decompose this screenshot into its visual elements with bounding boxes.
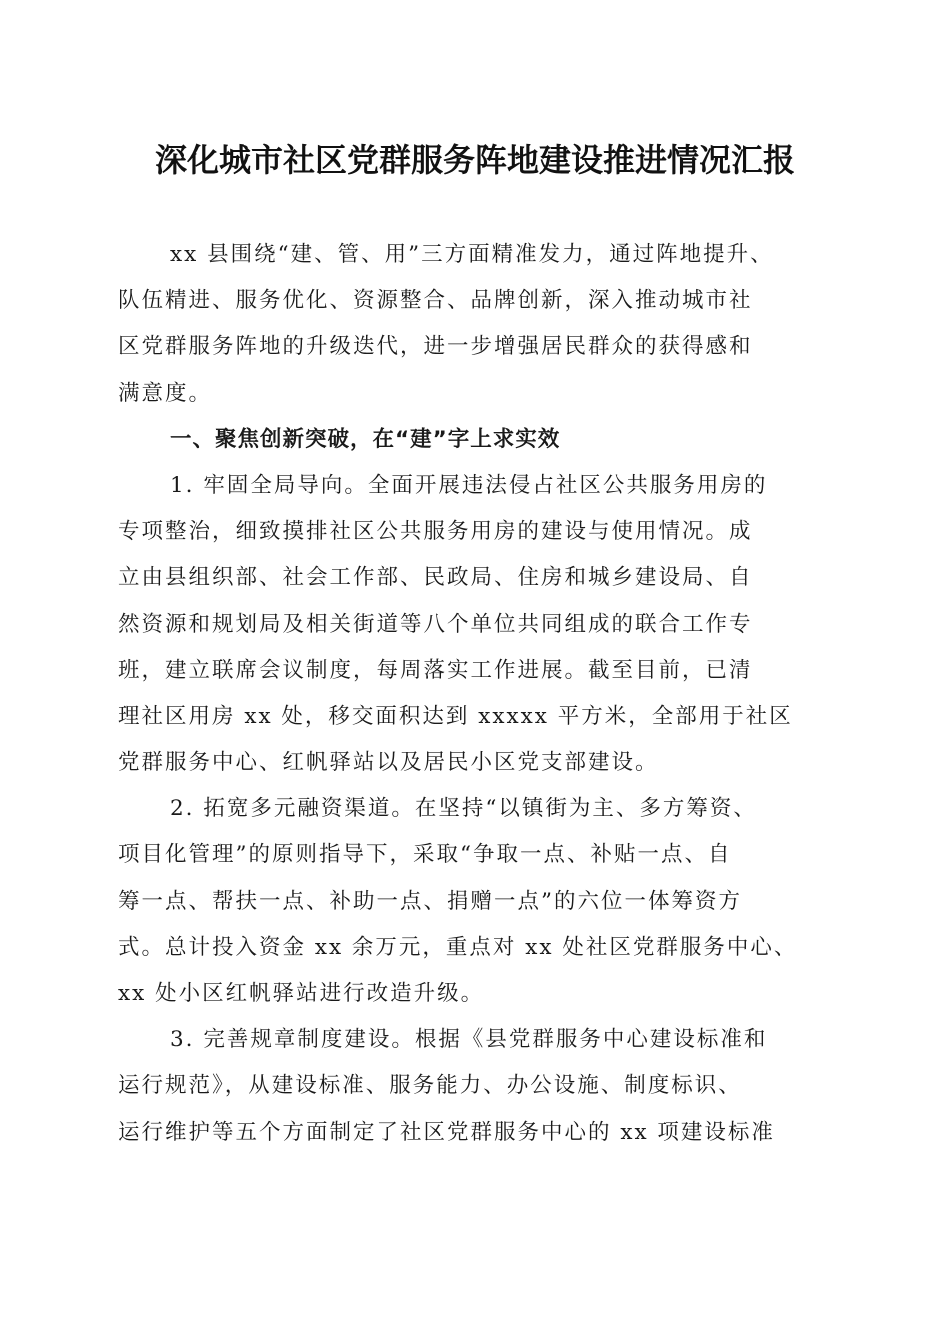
paragraph-line: 项目化管理”的原则指导下，采取“争取一点、补贴一点、自	[118, 842, 732, 868]
paragraph-line: 理社区用房 xx 处，移交面积达到 xxxxx 平方米，全部用于社区	[118, 703, 793, 729]
document-body	[118, 232, 830, 1156]
paragraph-line: 专项整治，细致摸排社区公共服务用房的建设与使用情况。成	[118, 519, 753, 545]
paragraph-line: 班，建立联席会议制度，每周落实工作进展。截至目前，已清	[118, 657, 753, 683]
paragraph-line: 2. 拓宽多元融资渠道。在坚持“以镇街为主、多方筹资、	[170, 796, 757, 822]
section-heading: 一、聚焦创新突破，在“建”字上求实效	[170, 426, 561, 452]
paragraph-line: 然资源和规划局及相关街道等八个单位共同组成的联合工作专	[118, 611, 753, 637]
paragraph-line: 运行规范》，从建设标准、服务能力、办公设施、制度标识、	[118, 1073, 742, 1099]
document-title: 深化城市社区党群服务阵地建设推进情况汇报	[154, 141, 795, 179]
paragraph-line: 满意度。	[118, 380, 213, 406]
paragraph-line: 1. 牢固全局导向。全面开展违法侵占社区公共服务用房的	[170, 472, 768, 498]
paragraph-line: xx 处小区红帆驿站进行改造升级。	[118, 981, 485, 1006]
paragraph-line: 立由县组织部、社会工作部、民政局、住房和城乡建设局、自	[118, 565, 753, 591]
paragraph-line: 队伍精进、服务优化、资源整合、品牌创新，深入推动城市社	[118, 288, 753, 314]
paragraph-line: 式。总计投入资金 xx 余万元，重点对 xx 处社区党群服务中心、	[118, 934, 798, 960]
paragraph-line: 运行维护等五个方面制定了社区党群服务中心的 xx 项建设标准	[118, 1119, 775, 1145]
paragraph-line: 党群服务中心、红帆驿站以及居民小区党支部建设。	[118, 750, 659, 776]
paragraph-line: xx 县围绕“建、管、用”三方面精准发力，通过阵地提升、	[170, 242, 774, 267]
paragraph-line: 筹一点、帮扶一点、补助一点、捐赠一点”的六位一体筹资方	[118, 888, 742, 914]
paragraph-line: 3. 完善规章制度建设。根据《县党群服务中心建设标准和	[170, 1027, 768, 1053]
paragraph-line: 区党群服务阵地的升级迭代，进一步增强居民群众的获得感和	[118, 334, 753, 360]
